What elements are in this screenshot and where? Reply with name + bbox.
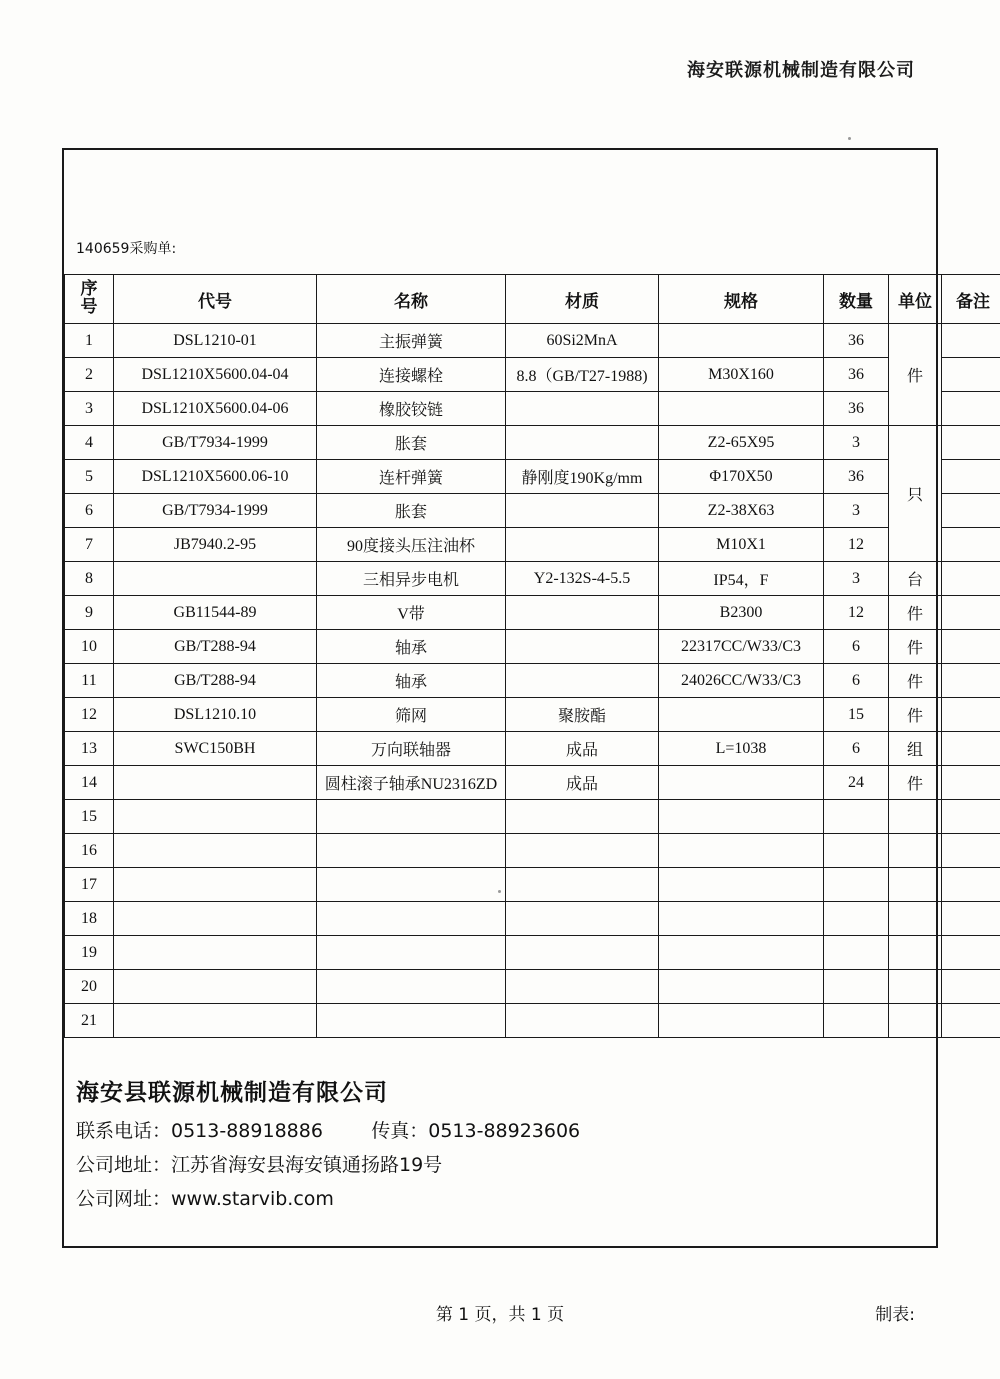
- cell-code: SWC150BH: [114, 732, 317, 766]
- cell-code: DSL1210X5600.06-10: [114, 460, 317, 494]
- cell-note: [942, 800, 1000, 834]
- table-row: [65, 664, 1000, 698]
- cell-material: [506, 596, 659, 630]
- cell-code: DSL1210X5600.04-06: [114, 392, 317, 426]
- cell-index: 13: [65, 732, 114, 766]
- cell-note: [942, 970, 1000, 1004]
- cell-name: 主振弹簧: [317, 324, 506, 358]
- cell-material: 成品: [506, 766, 659, 800]
- cell-quantity: 15: [824, 698, 889, 732]
- cell-code: GB/T7934-1999: [114, 494, 317, 528]
- cell-quantity: [824, 868, 889, 902]
- cell-quantity: 6: [824, 630, 889, 664]
- column-header-code: 代号: [114, 275, 317, 324]
- cell-unit: 件: [889, 324, 942, 426]
- table-row: [65, 698, 1000, 732]
- cell-unit: 组: [889, 732, 942, 766]
- cell-index: 9: [65, 596, 114, 630]
- cell-spec: Φ170X50: [659, 460, 824, 494]
- cell-quantity: 3: [824, 562, 889, 596]
- cell-note: [942, 392, 1000, 426]
- cell-unit: [889, 936, 942, 970]
- cell-name: 胀套: [317, 426, 506, 460]
- cell-quantity: [824, 1004, 889, 1038]
- cell-code: DSL1210.10: [114, 698, 317, 732]
- column-header-material: 材质: [506, 275, 659, 324]
- cell-name: [317, 800, 506, 834]
- cell-name: [317, 834, 506, 868]
- cell-note: [942, 562, 1000, 596]
- cell-material: [506, 528, 659, 562]
- cell-material: 成品: [506, 732, 659, 766]
- cell-index: 16: [65, 834, 114, 868]
- cell-spec: [659, 324, 824, 358]
- cell-code: [114, 970, 317, 1004]
- cell-note: [942, 494, 1000, 528]
- cell-note: [942, 936, 1000, 970]
- cell-spec: [659, 1004, 824, 1038]
- cell-material: [506, 664, 659, 698]
- table-row: [65, 494, 1000, 528]
- cell-material: [506, 426, 659, 460]
- company-website-line: 公司网址：www.starvib.com: [76, 1188, 334, 1210]
- cell-code: DSL1210X5600.04-04: [114, 358, 317, 392]
- cell-material: [506, 1004, 659, 1038]
- cell-index: 20: [65, 970, 114, 1004]
- cell-quantity: 3: [824, 426, 889, 460]
- table-row: [65, 596, 1000, 630]
- cell-note: [942, 358, 1000, 392]
- cell-unit: 只: [889, 426, 942, 562]
- cell-name: V带: [317, 596, 506, 630]
- cell-note: [942, 324, 1000, 358]
- cell-quantity: [824, 970, 889, 1004]
- cell-unit: 件: [889, 596, 942, 630]
- cell-note: [942, 596, 1000, 630]
- scan-speck: [848, 137, 851, 140]
- cell-unit: [889, 800, 942, 834]
- cell-unit: [889, 970, 942, 1004]
- column-header-index: 序 号: [65, 275, 114, 324]
- cell-note: [942, 664, 1000, 698]
- cell-index: 1: [65, 324, 114, 358]
- cell-name: [317, 868, 506, 902]
- cell-quantity: [824, 800, 889, 834]
- cell-note: [942, 766, 1000, 800]
- cell-code: [114, 766, 317, 800]
- cell-index: 15: [65, 800, 114, 834]
- cell-material: [506, 392, 659, 426]
- cell-index: 8: [65, 562, 114, 596]
- cell-quantity: 36: [824, 358, 889, 392]
- table-row: [65, 630, 1000, 664]
- cell-name: 筛网: [317, 698, 506, 732]
- cell-code: [114, 562, 317, 596]
- table-row: [65, 868, 1000, 902]
- cell-index: 14: [65, 766, 114, 800]
- company-contact-block: [76, 1074, 916, 1218]
- cell-name: 胀套: [317, 494, 506, 528]
- cell-quantity: [824, 936, 889, 970]
- cell-unit: [889, 868, 942, 902]
- cell-quantity: 6: [824, 664, 889, 698]
- cell-material: [506, 936, 659, 970]
- order-label: 140659采购单:: [76, 241, 177, 257]
- cell-spec: M10X1: [659, 528, 824, 562]
- cell-code: GB11544-89: [114, 596, 317, 630]
- table-row: [65, 834, 1000, 868]
- cell-name: [317, 936, 506, 970]
- cell-spec: M30X160: [659, 358, 824, 392]
- cell-index: 11: [65, 664, 114, 698]
- cell-index: 4: [65, 426, 114, 460]
- table-row: [65, 766, 1000, 800]
- company-address-line: 公司地址：江苏省海安县海安镇通扬路19号: [76, 1154, 443, 1176]
- table-header-row: [65, 275, 1000, 324]
- company-phone-line: 联系电话：0513-88918886 传真：0513-88923606: [76, 1120, 581, 1142]
- table-row: [65, 970, 1000, 1004]
- cell-quantity: 36: [824, 324, 889, 358]
- cell-code: [114, 834, 317, 868]
- cell-material: [506, 902, 659, 936]
- document-frame: [62, 148, 990, 1248]
- cell-quantity: 12: [824, 596, 889, 630]
- table-row: [65, 902, 1000, 936]
- cell-spec: [659, 766, 824, 800]
- company-header: 海安联源机械制造有限公司: [687, 60, 915, 81]
- cell-index: 3: [65, 392, 114, 426]
- cell-spec: [659, 970, 824, 1004]
- cell-spec: Z2-65X95: [659, 426, 824, 460]
- cell-note: [942, 460, 1000, 494]
- cell-quantity: 36: [824, 460, 889, 494]
- cell-spec: 24026CC/W33/C3: [659, 664, 824, 698]
- column-header-quantity: 数量: [824, 275, 889, 324]
- cell-index: 21: [65, 1004, 114, 1038]
- cell-quantity: 6: [824, 732, 889, 766]
- table-row: [65, 1004, 1000, 1038]
- column-header-note: 备注: [942, 275, 1000, 324]
- cell-name: 三相异步电机: [317, 562, 506, 596]
- cell-unit: 件: [889, 664, 942, 698]
- cell-spec: [659, 902, 824, 936]
- table-row: [65, 460, 1000, 494]
- cell-code: [114, 800, 317, 834]
- cell-note: [942, 834, 1000, 868]
- maker-label: 制表:: [875, 1305, 915, 1325]
- cell-spec: [659, 800, 824, 834]
- cell-name: 90度接头压注油杯: [317, 528, 506, 562]
- cell-code: [114, 868, 317, 902]
- table-row: [65, 562, 1000, 596]
- cell-unit: [889, 902, 942, 936]
- cell-spec: Z2-38X63: [659, 494, 824, 528]
- cell-material: 60Si2MnA: [506, 324, 659, 358]
- cell-name: 轴承: [317, 664, 506, 698]
- cell-material: 8.8（GB/T27-1988): [506, 358, 659, 392]
- cell-index: 10: [65, 630, 114, 664]
- cell-name: [317, 902, 506, 936]
- cell-unit: [889, 1004, 942, 1038]
- cell-spec: [659, 868, 824, 902]
- cell-material: [506, 800, 659, 834]
- cell-note: [942, 630, 1000, 664]
- cell-material: [506, 970, 659, 1004]
- table-row: [65, 358, 1000, 392]
- cell-code: GB/T288-94: [114, 664, 317, 698]
- cell-material: 聚胺酯: [506, 698, 659, 732]
- cell-unit: [889, 834, 942, 868]
- cell-name: 连接螺栓: [317, 358, 506, 392]
- cell-spec: 22317CC/W33/C3: [659, 630, 824, 664]
- cell-code: GB/T7934-1999: [114, 426, 317, 460]
- page-footer: [0, 1300, 1000, 1330]
- cell-index: 6: [65, 494, 114, 528]
- cell-material: [506, 630, 659, 664]
- cell-index: 18: [65, 902, 114, 936]
- table-row: [65, 936, 1000, 970]
- cell-note: [942, 426, 1000, 460]
- cell-spec: [659, 936, 824, 970]
- table-row: [65, 392, 1000, 426]
- cell-quantity: 3: [824, 494, 889, 528]
- cell-spec: [659, 834, 824, 868]
- table-row: [65, 800, 1000, 834]
- cell-material: [506, 868, 659, 902]
- cell-spec: [659, 698, 824, 732]
- cell-code: [114, 902, 317, 936]
- cell-note: [942, 698, 1000, 732]
- cell-index: 19: [65, 936, 114, 970]
- cell-name: 连杆弹簧: [317, 460, 506, 494]
- cell-index: 7: [65, 528, 114, 562]
- cell-note: [942, 528, 1000, 562]
- cell-unit: 台: [889, 562, 942, 596]
- table-row: [65, 324, 1000, 358]
- cell-code: [114, 936, 317, 970]
- cell-spec: IP54，F: [659, 562, 824, 596]
- column-header-name: 名称: [317, 275, 506, 324]
- cell-name: 万向联轴器: [317, 732, 506, 766]
- cell-index: 12: [65, 698, 114, 732]
- cell-material: [506, 494, 659, 528]
- cell-index: 2: [65, 358, 114, 392]
- cell-index: 17: [65, 868, 114, 902]
- cell-unit: 件: [889, 630, 942, 664]
- cell-code: GB/T288-94: [114, 630, 317, 664]
- company-full-name: 海安县联源机械制造有限公司: [76, 1080, 388, 1106]
- cell-quantity: [824, 902, 889, 936]
- cell-material: [506, 834, 659, 868]
- cell-unit: 件: [889, 766, 942, 800]
- cell-code: DSL1210-01: [114, 324, 317, 358]
- cell-unit: 件: [889, 698, 942, 732]
- column-header-unit: 单位: [889, 275, 942, 324]
- table-row: [65, 732, 1000, 766]
- cell-quantity: [824, 834, 889, 868]
- cell-spec: B2300: [659, 596, 824, 630]
- cell-quantity: 24: [824, 766, 889, 800]
- cell-material: Y2-132S-4-5.5: [506, 562, 659, 596]
- cell-note: [942, 868, 1000, 902]
- cell-note: [942, 902, 1000, 936]
- cell-index: 5: [65, 460, 114, 494]
- cell-code: JB7940.2-95: [114, 528, 317, 562]
- cell-quantity: 12: [824, 528, 889, 562]
- cell-name: 圆柱滚子轴承NU2316ZD: [317, 766, 506, 800]
- cell-quantity: 36: [824, 392, 889, 426]
- cell-note: [942, 1004, 1000, 1038]
- cell-name: 轴承: [317, 630, 506, 664]
- cell-material: 静刚度190Kg/mm: [506, 460, 659, 494]
- column-header-spec: 规格: [659, 275, 824, 324]
- cell-spec: [659, 392, 824, 426]
- parts-table: [64, 274, 1000, 1038]
- cell-name: [317, 970, 506, 1004]
- pagination-label: 第 1 页，共 1 页: [435, 1305, 565, 1325]
- cell-name: 橡胶铰链: [317, 392, 506, 426]
- table-row: [65, 528, 1000, 562]
- cell-code: [114, 1004, 317, 1038]
- cell-note: [942, 732, 1000, 766]
- cell-spec: L=1038: [659, 732, 824, 766]
- table-row: [65, 426, 1000, 460]
- cell-name: [317, 1004, 506, 1038]
